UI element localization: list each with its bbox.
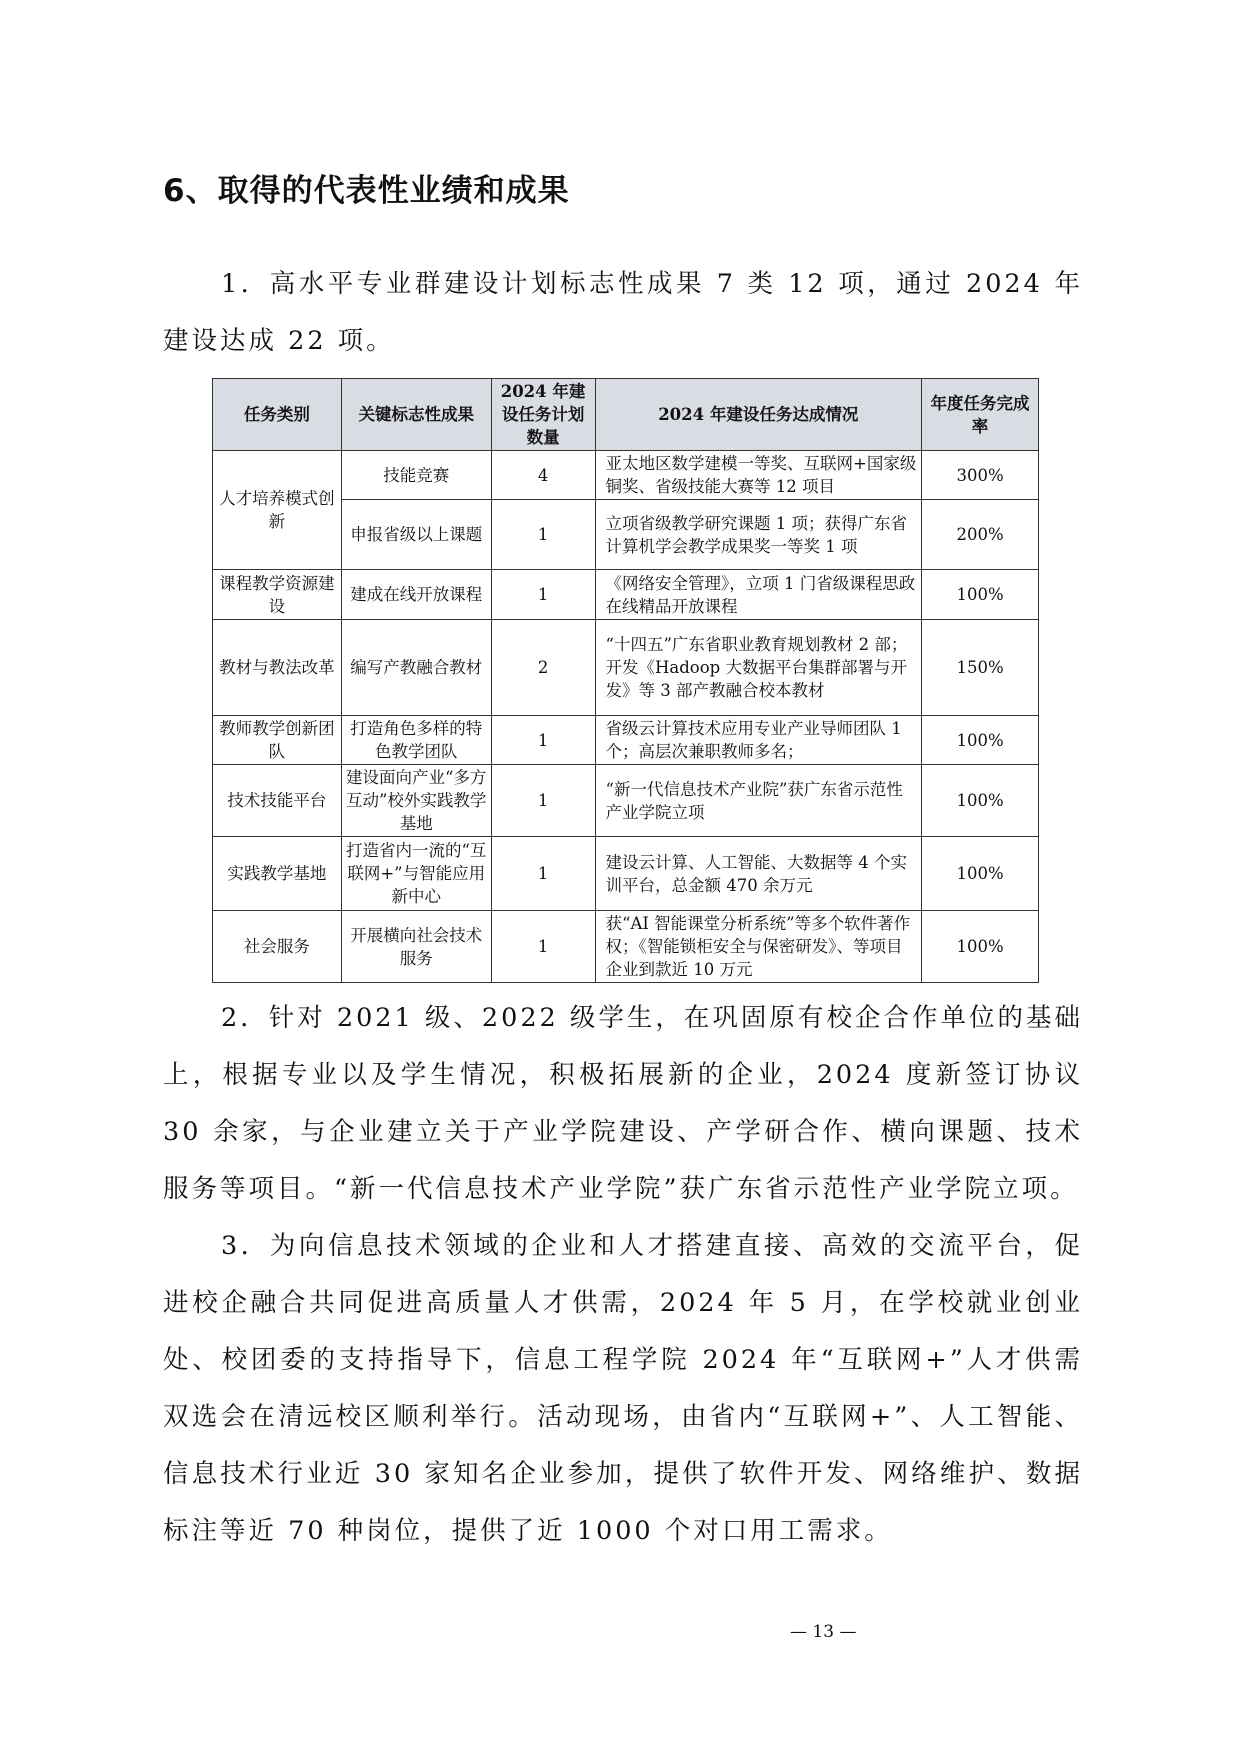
plan-cell: 1 — [491, 837, 595, 911]
table-row — [213, 765, 1039, 837]
rate-cell: 150% — [922, 620, 1039, 716]
header-plan: 2024 年建设任务计划数量 — [491, 379, 595, 451]
category-cell: 技术技能平台 — [213, 765, 342, 837]
plan-cell: 4 — [491, 451, 595, 500]
rate-cell: 300% — [922, 451, 1039, 500]
achievements-table — [212, 378, 1039, 983]
table-row — [213, 837, 1039, 911]
table-row — [213, 570, 1039, 620]
status-cell: 省级云计算技术应用专业产业导师团队 1 个；高层次兼职教师多名； — [595, 716, 922, 765]
result-cell: 编写产教融合教材 — [341, 620, 491, 716]
paragraph-1: 1．高水平专业群建设计划标志性成果 7 类 12 项，通过 2024 年建设达成 22 项。 — [163, 269, 1083, 356]
category-cell: 人才培养模式创新 — [213, 451, 342, 570]
plan-cell: 2 — [491, 620, 595, 716]
status-cell: “十四五”广东省职业教育规划教材 2 部；开发《Hadoop 大数据平台集群部署与开发》等 3 部产教融合校本教材 — [595, 620, 922, 716]
paragraph-3: 3．为向信息技术领域的企业和人才搭建直接、高效的交流平台，促进校企融合共同促进高质量人才供需，2024 年 5 月，在学校就业创业处、校团委的支持指导下，信息工程学院 2024 年“互联网+”人才供需双选会在清远校区顺利举行。活动现场，由省内“互联网+”、人工智能、信息技术行业近 30 家知名企业参加，提供了软件开发、网络维护、数据标注等近 70 种岗位，提供了近 1000 个对口用工需求。 — [163, 1231, 1083, 1546]
table-row — [213, 716, 1039, 765]
category-cell: 教师教学创新团队 — [213, 716, 342, 765]
plan-cell: 1 — [491, 716, 595, 765]
status-cell: 获“AI 智能课堂分析系统”等多个软件著作权；《智能锁柜安全与保密研发》、等项目企业到款近 10 万元 — [595, 911, 922, 983]
status-cell: “新一代信息技术产业院”获广东省示范性产业学院立项 — [595, 765, 922, 837]
rate-cell: 200% — [922, 500, 1039, 570]
result-cell: 打造角色多样的特色教学团队 — [341, 716, 491, 765]
header-result: 关键标志性成果 — [341, 379, 491, 451]
plan-cell: 1 — [491, 500, 595, 570]
rate-cell: 100% — [922, 911, 1039, 983]
rate-cell: 100% — [922, 765, 1039, 837]
section-heading: 6、取得的代表性业绩和成果 — [163, 173, 570, 209]
status-cell: 立项省级教学研究课题 1 项；获得广东省计算机学会教学成果奖一等奖 1 项 — [595, 500, 922, 570]
result-cell: 建成在线开放课程 — [341, 570, 491, 620]
result-cell: 建设面向产业“多方互动”校外实践教学基地 — [341, 765, 491, 837]
result-cell: 打造省内一流的“互联网+”与智能应用新中心 — [341, 837, 491, 911]
rate-cell: 100% — [922, 570, 1039, 620]
plan-cell: 1 — [491, 911, 595, 983]
plan-cell: 1 — [491, 765, 595, 837]
plan-cell: 1 — [491, 570, 595, 620]
table-row — [213, 620, 1039, 716]
result-cell: 开展横向社会技术服务 — [341, 911, 491, 983]
rate-cell: 100% — [922, 716, 1039, 765]
status-cell: 《网络安全管理》，立项 1 门省级课程思政在线精品开放课程 — [595, 570, 922, 620]
header-rate: 年度任务完成率 — [922, 379, 1039, 451]
result-cell: 申报省级以上课题 — [341, 500, 491, 570]
category-cell: 课程教学资源建设 — [213, 570, 342, 620]
table-header-row — [213, 379, 1039, 451]
header-status: 2024 年建设任务达成情况 — [595, 379, 922, 451]
table-row — [213, 911, 1039, 983]
category-cell: 教材与教法改革 — [213, 620, 342, 716]
header-category: 任务类别 — [213, 379, 342, 451]
category-cell: 实践教学基地 — [213, 837, 342, 911]
rate-cell: 100% — [922, 837, 1039, 911]
result-cell: 技能竞赛 — [341, 451, 491, 500]
table-row — [213, 451, 1039, 500]
paragraph-2: 2．针对 2021 级、2022 级学生，在巩固原有校企合作单位的基础上，根据专业以及学生情况，积极拓展新的企业，2024 度新签订协议 30 余家，与企业建立关于产业学院建设、产学研合作、横向课题、技术服务等项目。“新一代信息技术产业学院”获广东省示范性产业学院立项。 — [163, 1003, 1083, 1204]
status-cell: 建设云计算、人工智能、大数据等 4 个实训平台，总金额 470 余万元 — [595, 837, 922, 911]
page-number: — 13 — — [790, 1622, 857, 1642]
category-cell: 社会服务 — [213, 911, 342, 983]
status-cell: 亚太地区数学建模一等奖、互联网+国家级铜奖、省级技能大赛等 12 项目 — [595, 451, 922, 500]
